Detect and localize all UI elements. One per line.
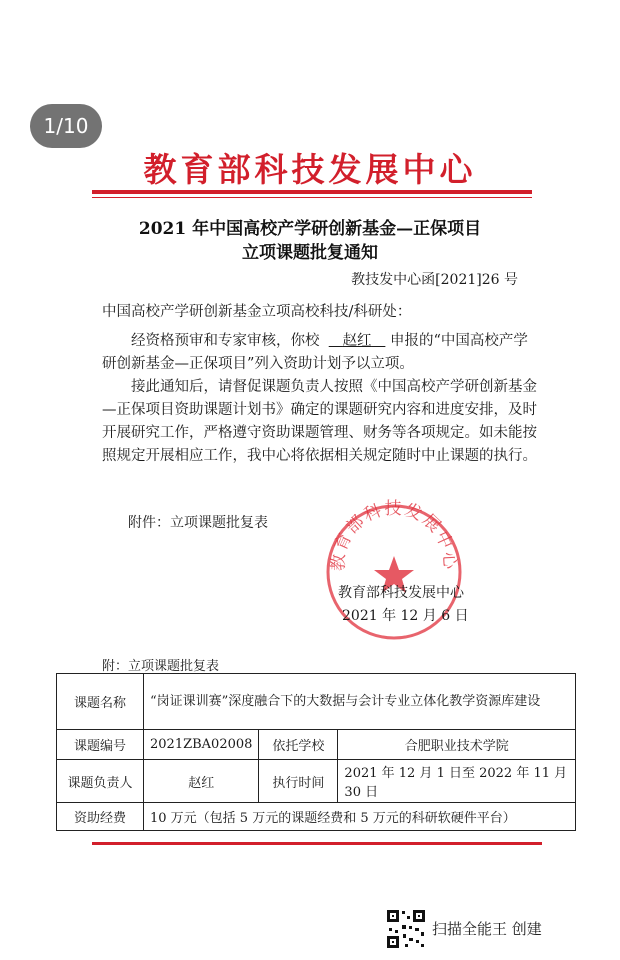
attachment-note: 附件：立项课题批复表: [128, 515, 268, 531]
document-page: [20, 80, 600, 910]
table-cell-value: “岗证课训赛”深度融合下的大数据与会计专业立体化教学资源库建设: [144, 674, 576, 730]
table-cell-value: 2021ZBA02008: [144, 730, 259, 760]
sign-date: 2021 年 12 月 6 日: [342, 608, 469, 624]
signer: 教育部科技发展中心: [338, 585, 464, 601]
table-row: [57, 803, 576, 831]
document-number: 教技发中心函[2021]26 号: [351, 272, 518, 288]
table-row: [57, 674, 576, 730]
paragraph-1: [102, 330, 538, 376]
addressee: 中国高校产学研创新基金立项高校科技/科研处：: [102, 304, 412, 320]
applicant-name: 赵红: [342, 333, 372, 349]
table-caption: 附：立项课题批复表: [102, 659, 220, 674]
table-cell-value: 10 万元（包括 5 万元的课题经费和 5 万元的科研软硬件平台）: [144, 803, 576, 831]
red-divider: [92, 190, 532, 194]
table-cell-value: 2021 年 12 月 1 日至 2022 年 11 月 30 日: [338, 760, 576, 803]
table-cell-value: 合肥职业技术学院: [338, 730, 576, 760]
paragraph-1-part-b: 申报的“中国高校产学研创新基金—正保项目”列入资助计划予以立项。: [102, 333, 528, 372]
approval-table: [56, 673, 576, 831]
issuer-header: 教育部科技发展中心: [143, 150, 477, 189]
paragraph-2: 接此通知后，请督促课题负责人按照《中国高校产学研创新基金—正保项目资助课题计划书》确定的课题研究内容和进度安排，及时开展研究工作，严格遵守资助课题管理、财务等各项规定。如未能按照规定开展相应工作，我中心将依据相关规定随时中止课题的执行。: [102, 379, 537, 464]
paragraph-1-part-a: 经资格预审和专家审核，你校: [131, 333, 320, 349]
table-cell-label: 课题负责人: [57, 760, 144, 803]
table-cell-label: 资助经费: [57, 803, 144, 831]
table-cell-label: 执行时间: [259, 760, 338, 803]
table-cell-label: 课题名称: [57, 674, 144, 730]
seal-text: 教育部科技发展中心: [328, 499, 460, 572]
table-row: [57, 730, 576, 760]
document-title-line2: 立项课题批复通知: [242, 243, 378, 263]
scanner-watermark: 扫描全能王 创建: [432, 920, 542, 938]
qr-code-icon: [385, 908, 427, 950]
table-cell-label: 课题编号: [57, 730, 144, 760]
document-title-line1: 2021 年中国高校产学研创新基金—正保项目: [138, 219, 482, 239]
page-counter: 1/10: [30, 104, 102, 148]
table-row: [57, 760, 576, 803]
red-divider-thin: [92, 197, 532, 198]
table-cell-value: 赵红: [144, 760, 259, 803]
table-cell-label: 依托学校: [259, 730, 338, 760]
bottom-red-divider: [92, 842, 542, 845]
